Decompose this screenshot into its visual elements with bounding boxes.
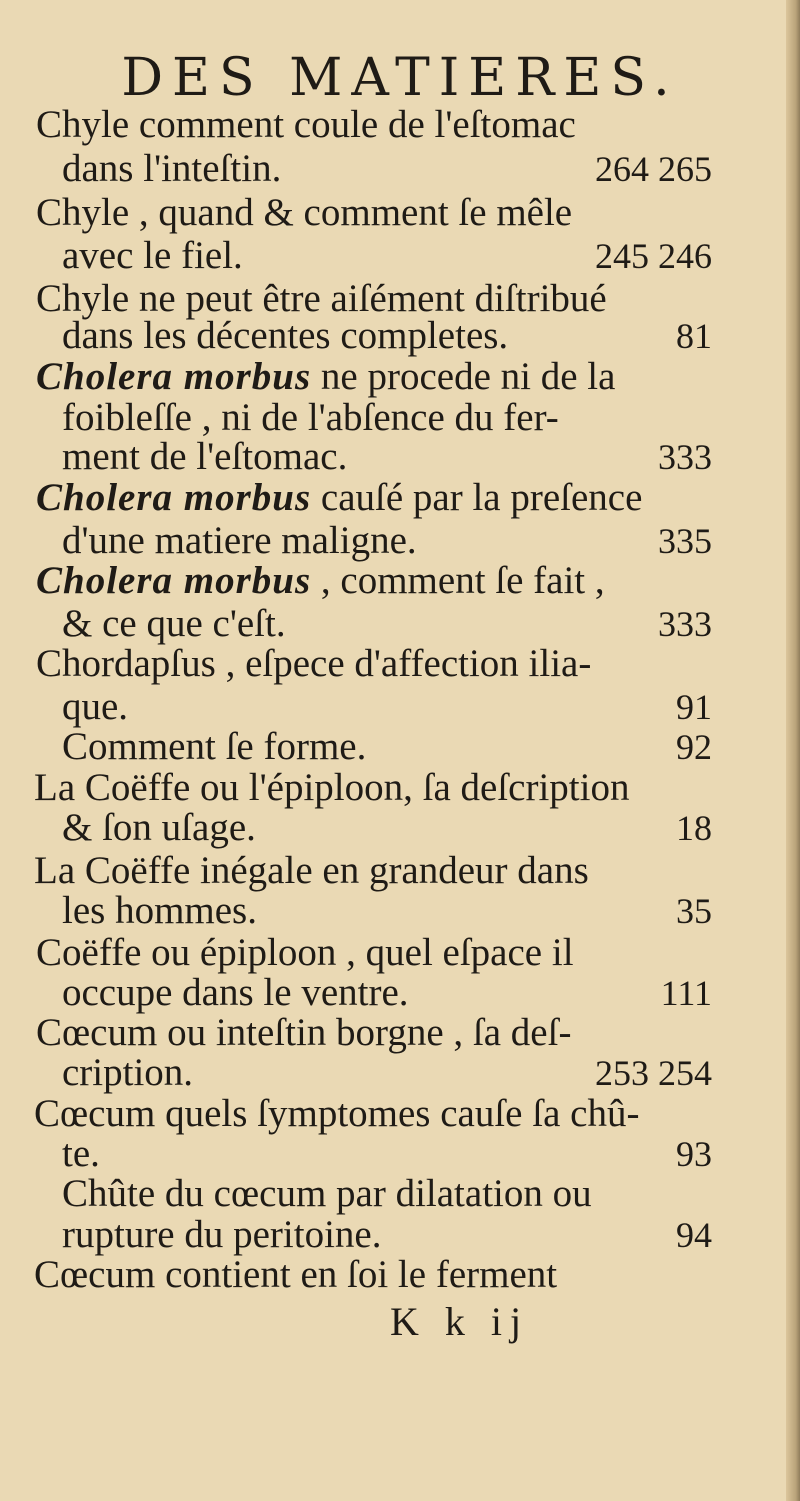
entry-text: , comment ſe fait , [311,559,605,602]
index-line [0,1052,800,1094]
entry-text: Comment ſe forme. [62,725,367,768]
index-line [0,1173,800,1215]
index-line [0,1254,800,1296]
page-reference: 18 [676,808,712,848]
entry-text: Coëffe ou épiploon , quel eſpace il [36,931,574,974]
index-line [0,807,800,849]
index-line [0,972,800,1014]
index-line [0,767,800,809]
index-line [0,1012,800,1054]
entry-text: cauſé par la preſence [311,476,643,519]
entry-text: ment de l'eſtomac. [62,435,348,478]
entry-text: Cœcum contient en ſoi le ferment [34,1253,558,1296]
index-line [0,436,800,478]
entry-italic-lead: Cholera morbus [36,355,312,398]
entry-text: Chyle , quand & comment ſe mêle [36,191,573,234]
entry-text: Cœcum ou inteſtin borgne , ſa deſ- [36,1011,572,1054]
index-line [0,932,800,974]
page-reference: 335 [658,521,712,561]
entry-text: La Coëffe ou l'épiploon, ſa deſcription [34,766,630,809]
entry-text: cription. [62,1051,194,1094]
index-line [0,315,800,357]
index-line [0,1133,800,1175]
signature-mark: K k ij [390,1299,530,1344]
page-reference: 264 265 [595,149,712,189]
index-line [0,726,800,768]
index-line [0,356,800,398]
entry-text: Chordapſus , eſpece d'affection ilia- [36,642,592,685]
page-reference: 94 [676,1215,712,1255]
page-reference: 245 246 [595,236,712,276]
page-reference: 91 [676,687,712,727]
index-line [0,397,800,439]
index-line [0,850,800,892]
entry-text: Chyle ne peut être aiſément diſtribué [36,277,607,320]
entry-text: occupe dans le ventre. [62,971,409,1014]
page-reference: 333 [658,604,712,644]
entry-text: te. [62,1132,100,1175]
entry-text: que. [62,685,129,728]
index-line [0,192,800,234]
entry-text: Chûte du cœcum par dilatation ou [62,1172,592,1215]
index-line [0,104,800,146]
entry-text: dans les décentes completes. [62,314,509,357]
entry-text: d'une matiere maligne. [62,519,417,562]
index-line [0,686,800,728]
page-reference: 92 [676,727,712,767]
page-heading: DES MATIERES. [121,48,679,108]
entry-italic-lead: Cholera morbus [36,559,312,602]
entry-text: Chyle comment coule de l'eſtomac [36,103,576,146]
index-line [0,1214,800,1256]
page-reference: 333 [658,437,712,477]
entry-text: foibleſſe , ni de l'abſence du fer- [62,396,559,439]
entry-text: & ce que c'eſt. [62,602,286,645]
index-line [0,643,800,685]
entry-text: avec le fiel. [62,234,243,277]
entry-text: ne procede ni de la [311,355,616,398]
index-line [0,235,800,277]
page-reference: 81 [676,316,712,356]
entry-text: & ſon uſage. [62,806,256,849]
index-line [0,560,800,602]
page-reference: 35 [676,891,712,931]
index-line [0,603,800,645]
page-reference: 111 [660,973,712,1013]
entry-italic-lead: Cholera morbus [36,476,312,519]
index-line [0,1093,800,1135]
entry-text: rupture du peritoine. [62,1213,382,1256]
index-line [0,477,800,519]
page-reference: 93 [676,1134,712,1174]
entry-text: La Coëffe inégale en grandeur dans [34,849,589,892]
index-line [0,148,800,190]
entry-text: les hommes. [62,889,257,932]
index-line [0,890,800,932]
index-line [0,520,800,562]
entry-text: dans l'inteſtin. [62,147,282,190]
page-reference: 253 254 [595,1053,712,1093]
entry-text: Cœcum quels ſymptomes cauſe ſa chû- [34,1092,640,1135]
